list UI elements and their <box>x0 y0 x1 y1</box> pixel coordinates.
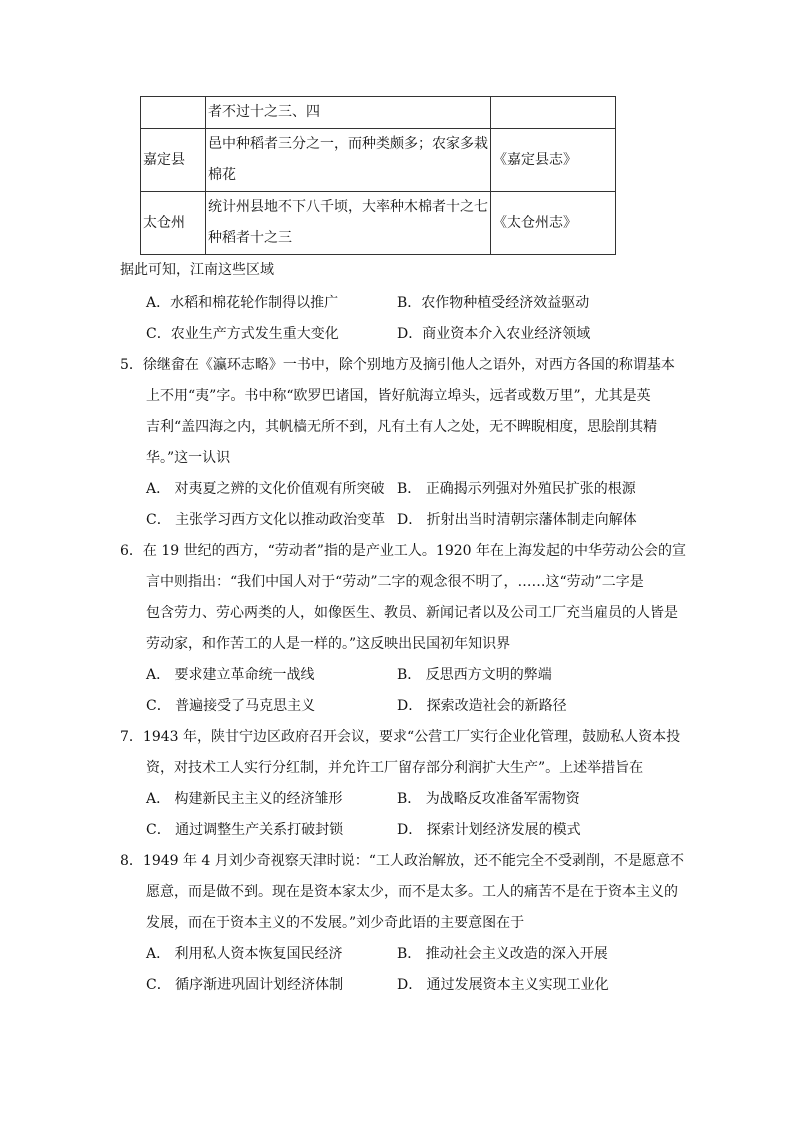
q8-option-a: A． 利用私人资本恢复国民经济 <box>146 946 343 962</box>
q5-option-d: D． 折射出当时清朝宗藩体制走向解体 <box>397 512 637 528</box>
q7-option-d: D． 探索计划经济发展的模式 <box>397 822 581 838</box>
q7-stem-line: 7．1943 年，陕甘宁边区政府召开会议，要求“公营工厂实行企业化管理，鼓励私人资本投 <box>120 729 681 745</box>
q8-option-b: B． 推动社会主义改造的深入开展 <box>397 946 608 962</box>
table-cell-place: 太仓州 <box>141 192 206 255</box>
q6-stem-line: 包含劳力、劳心两类的人，如像医生、教员、新闻记者以及公司工厂充当雇员的人皆是 <box>146 605 678 621</box>
q4-option-c: C．农业生产方式发生重大变化 <box>146 326 339 342</box>
q5-stem-line: 吉利“盖四海之内，其帆樯无所不到，凡有土有人之处，无不睥睨相度，思脍削其精 <box>146 419 658 435</box>
source-table <box>140 96 616 255</box>
q5-stem-line: 上不用“夷”字。书中称“欧罗巴诸国，皆好航海立埠头，远者或数万里”，尤其是英 <box>146 388 651 404</box>
q4-option-b: B．农作物种植受经济效益驱动 <box>397 295 590 311</box>
q5-option-c: C． 主张学习西方文化以推动政治变革 <box>146 512 386 528</box>
table-cell-text-line: 邑中种稻者三分之一，而种类颇多；农家多栽 <box>208 136 488 152</box>
q5-stem-line: 5．徐继畲在《瀛环志略》一书中，除个别地方及摘引他人之语外，对西方各国的称谓基本 <box>120 357 675 373</box>
q5-option-b: B． 正确揭示列强对外殖民扩张的根源 <box>397 481 636 497</box>
q8-stem-line: 发展，而在于资本主义的不发展。”刘少奇此语的主要意图在于 <box>146 915 525 931</box>
q6-option-c: C． 普遍接受了马克思主义 <box>146 698 316 714</box>
table-cell-source: 《嘉定县志》 <box>491 129 616 192</box>
q8-stem-line: 愿意，而是做不到。现在是资本家太少，而不是太多。工人的痛苦不是在于资本主义的 <box>146 884 678 900</box>
table-cell-text <box>206 97 491 129</box>
table-cell-source: 《太仓州志》 <box>491 192 616 255</box>
table-cell-text <box>206 192 491 255</box>
table-cell-source <box>491 97 616 129</box>
q6-stem-line: 6．在 19 世纪的西方，“劳动者”指的是产业工人。1920 年在上海发起的中华劳动公会的宣 <box>120 543 687 559</box>
table-row <box>141 129 616 192</box>
table-cell-text-line: 种稻者十之三 <box>208 230 292 246</box>
q7-stem-line: 资，对技术工人实行分红制，并允许工厂留存部分利润扩大生产”。上述举措旨在 <box>146 760 644 776</box>
table-cell-text <box>206 129 491 192</box>
table-cell-text-line: 棉花 <box>208 167 236 183</box>
q6-stem-line: 劳动家，和作苦工的人是一样的。”这反映出民国初年知识界 <box>146 636 511 652</box>
q6-stem-line: 言中则指出：“我们中国人对于“劳动”二字的观念很不明了，……这“劳动”二字是 <box>146 574 644 590</box>
table-row <box>141 192 616 255</box>
q8-stem-line: 8．1949 年 4 月刘少奇视察天津时说：“工人政治解放，还不能完全不受剥削，不是愿意不 <box>120 853 684 869</box>
table-cell-place <box>141 97 206 129</box>
q4-option-d: D．商业资本介入农业经济领域 <box>397 326 591 342</box>
table-cell-text-line: 者不过十之三、四 <box>208 104 320 120</box>
q6-option-b: B． 反思西方文明的弊端 <box>397 667 552 683</box>
q4-stem: 据此可知，江南这些区域 <box>120 262 274 278</box>
q6-option-d: D． 探索改造社会的新路径 <box>397 698 567 714</box>
q5-option-a: A． 对夷夏之辨的文化价值观有所突破 <box>146 481 385 497</box>
q4-option-a: A．水稻和棉花轮作制得以推广 <box>146 295 339 311</box>
q7-option-b: B． 为战略反攻准备军需物资 <box>397 791 580 807</box>
table-cell-text-line: 统计州县地不下八千顷，大率种木棉者十之七 <box>208 199 488 215</box>
table-row <box>141 97 616 129</box>
q5-stem-line: 华。”这一认识 <box>146 450 231 466</box>
q8-option-d: D． 通过发展资本主义实现工业化 <box>397 977 609 993</box>
q7-option-a: A． 构建新民主主义的经济雏形 <box>146 791 343 807</box>
q6-option-a: A． 要求建立革命统一战线 <box>146 667 315 683</box>
table-cell-place: 嘉定县 <box>141 129 206 192</box>
q7-option-c: C． 通过调整生产关系打破封锁 <box>146 822 344 838</box>
q8-option-c: C． 循序渐进巩固计划经济体制 <box>146 977 344 993</box>
